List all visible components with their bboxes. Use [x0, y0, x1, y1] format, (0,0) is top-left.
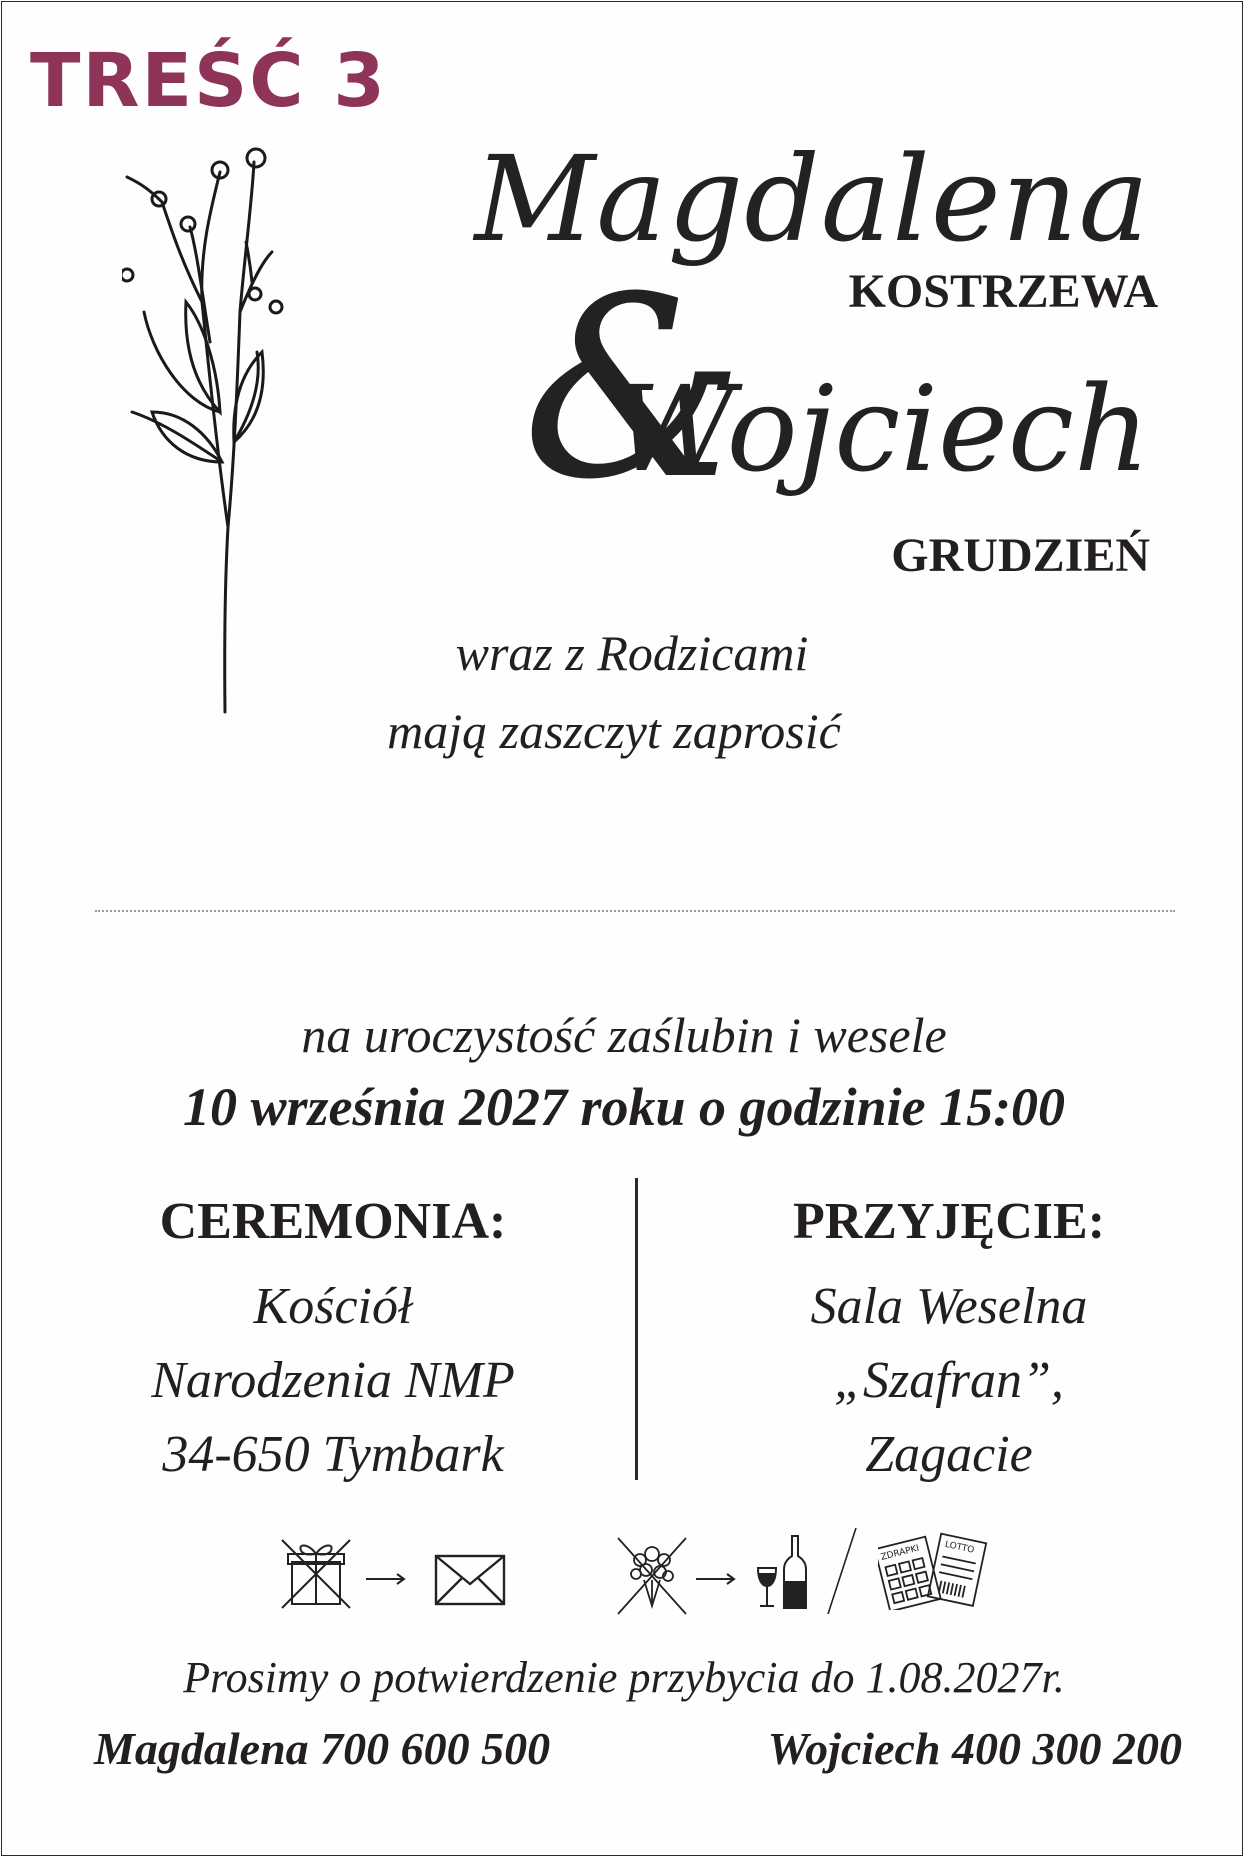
bride-first-name: Magdalena	[474, 130, 1150, 268]
ampersand: &	[522, 243, 745, 534]
reception-title: PRZYJĘCIE:	[792, 1193, 1106, 1250]
ceremony-title: CEREMONIA:	[159, 1193, 507, 1250]
invitation-card	[1, 1, 1243, 1856]
gift-crossed-icon	[280, 1538, 352, 1610]
invite-line-2: mają zaszczyt zaprosić	[387, 703, 841, 759]
invite-line-1: wraz z Rodzicami	[455, 625, 809, 681]
occasion-text: na uroczystość zaślubin i wesele	[301, 1007, 947, 1063]
event-datetime: 10 września 2027 roku o godzinie 15:00	[182, 1077, 1066, 1137]
bride-last-name: KOSTRZEWA	[848, 265, 1158, 318]
column-divider	[635, 1178, 638, 1480]
reception-line-2: „Szafran”,	[834, 1352, 1064, 1409]
slash-divider-icon	[824, 1526, 860, 1616]
ceremony-line-2: Narodzenia NMP	[151, 1352, 515, 1409]
scratch-card-icon	[878, 1530, 988, 1610]
groom-phone: Wojciech 400 300 200	[767, 1723, 1182, 1774]
bouquet-crossed-icon	[616, 1536, 688, 1616]
wine-icon	[754, 1534, 810, 1610]
arrow-right-icon	[364, 1572, 408, 1586]
dotted-separator	[95, 910, 1175, 912]
reception-line-1: Sala Weselna	[810, 1278, 1088, 1335]
ceremony-line-1: Kościół	[253, 1278, 413, 1335]
ceremony-line-3: 34-650 Tymbark	[162, 1426, 504, 1483]
reception-line-3: Zagacie	[865, 1426, 1033, 1483]
arrow-right-icon	[694, 1572, 738, 1586]
scratch-card-label: ZDRAPKI	[879, 1543, 921, 1563]
lotto-label: LOTTO	[943, 1539, 976, 1556]
rsvp-text: Prosimy o potwierdzenie przybycia do 1.08.2027r.	[183, 1653, 1065, 1702]
template-tag: TREŚĆ 3	[30, 38, 387, 124]
groom-last-name: GRUDZIEŃ	[891, 529, 1150, 582]
envelope-icon	[434, 1554, 506, 1606]
groom-first-name: Wojciech	[613, 360, 1150, 498]
bride-phone: Magdalena 700 600 500	[94, 1723, 551, 1774]
